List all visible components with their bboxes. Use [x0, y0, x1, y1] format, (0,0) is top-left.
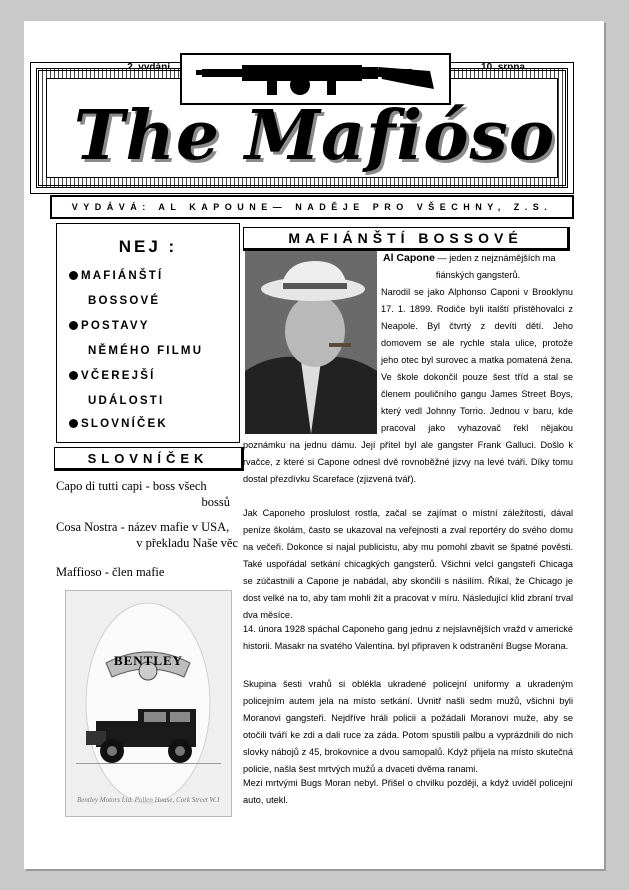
article-paragraph-3: 14. února 1928 spáchal Caponeho gang jednu z nejslavnějších vražd v americké historii. Masakr na svatého Valentina. byl připraven k odstranění Bugse Morana.	[243, 624, 573, 651]
bentley-car-illustration	[66, 591, 231, 816]
bullet-icon	[69, 419, 78, 428]
bullet-icon	[69, 321, 78, 330]
nej-item-postavy[interactable]: POSTAVY NĚMÉHO FILMU	[69, 314, 203, 364]
article-subject-name: Al Capone	[383, 252, 435, 264]
slovnicek-heading: SLOVNÍČEK	[54, 447, 244, 471]
nej-item-udalosti[interactable]: VČEREJŠÍ UDÁLOSTI	[69, 364, 164, 414]
glossary-entry-capo: Capo di tutti capi - boss všech bossů	[56, 479, 230, 509]
article-paragraph-4: Skupina šesti vrahů si oblékla ukradené policejní uniformy a ukradeným policejním autem jela na místo setkání. Uvnitř našli sedm mužů, všichni byli Moranovi gangsteři. Nejdříve hráli policii a požádali Moranovi muže, aby se otočili tváří ke zdi a dali ruce za záda. Potom spustili palbu a vyprázdnili do nich slovky nábojů z 45, brokovnice a dvou samopalů. Když přijela na místo skutečná policie, našla šest mrtvých mužů a dvaceti dvěma ranami.	[243, 679, 573, 774]
article-paragraph-5: Mezi mrtvými Bugs Moran nebyl. Přišel o chvilku později, a když uviděl policejní auto, utekl.	[243, 778, 573, 805]
article-paragraph-1: Narodil se jako Alphonso Caponi v Brooklynu 17. 1. 1899. Rodiče byli italští přistěhovalci z Neapole. Byl čtvrtý z devíti dětí. Jeho domovem se ale rychle stala ulice, protože jeho otec byl surovec a matka pomatená žena. Ve škole dokončil pouze šest tříd a stal se členem pouličního gangu James Street Boys, který vedl Johnny Torrio. Jednou v baru, kde pracoval jako vyhazovač řekl nějakou poznámku na jednu dámu. Její přítel byl ale gangster Frank Galluci. Došlo k rvačce, z které si Capone odnesl dvě rovnoběžné jizvy na levé tváři. Díky tomu dostal přezdívku Scareface (zjizvená tvář).	[243, 287, 573, 484]
bentley-advertisement	[65, 590, 232, 817]
newspaper-title: The Mafióso	[73, 96, 556, 176]
nej-box	[56, 223, 240, 443]
bullet-icon	[69, 271, 78, 280]
nej-item-bossove[interactable]: MAFIÁNŠTÍ BOSSOVÉ	[69, 264, 163, 314]
nej-item-slovnicek[interactable]: SLOVNÍČEK	[69, 412, 168, 437]
bentley-footer: Bentley Motors Ltd. Pollen House, Cork Street W.1	[77, 796, 220, 804]
article-paragraph-2: Jak Caponeho proslulost rostla, začal se zajímat o místní záležitosti, dával peníze školám, často se ukazoval na veřejnosti a zval reportéry do svého domu na večeři. Dokonce si najal publicistu, aby mu pomohl zbavit se špatné pověsti. Také uspořádal setkání chicagkých gangsterů. Všichni velcí gangsteři Chicaga se zúčastnili a Capone je nabádal, aby skončili s násilím. Říkal, že Chicago je dost velké na to, aby tam mohli žít a pracovat v míru. Následující klid zbraní trval dva měsíce.	[243, 508, 573, 620]
glossary-entry-cosa-nostra: Cosa Nostra - název mafie v USA, v překladu Naše věc	[56, 520, 238, 550]
tommy-gun-icon	[182, 55, 445, 99]
bentley-brand: BENTLEY	[113, 653, 184, 668]
bullet-icon	[69, 371, 78, 380]
nej-heading: NEJ :	[118, 237, 178, 256]
article-heading: MAFIÁNŠTÍ BOSSOVÉ	[243, 227, 570, 251]
glossary-entry-maffioso: Maffioso - člen mafie	[56, 565, 165, 579]
article-lead: Al Capone — jeden z nejznámějších ma fiánských gangsterů.	[383, 252, 556, 280]
publisher-ribbon: VYDÁVÁ: AL KAPOUNE— NADĚJE PRO VŠECHNY, Z.S.	[50, 195, 574, 219]
